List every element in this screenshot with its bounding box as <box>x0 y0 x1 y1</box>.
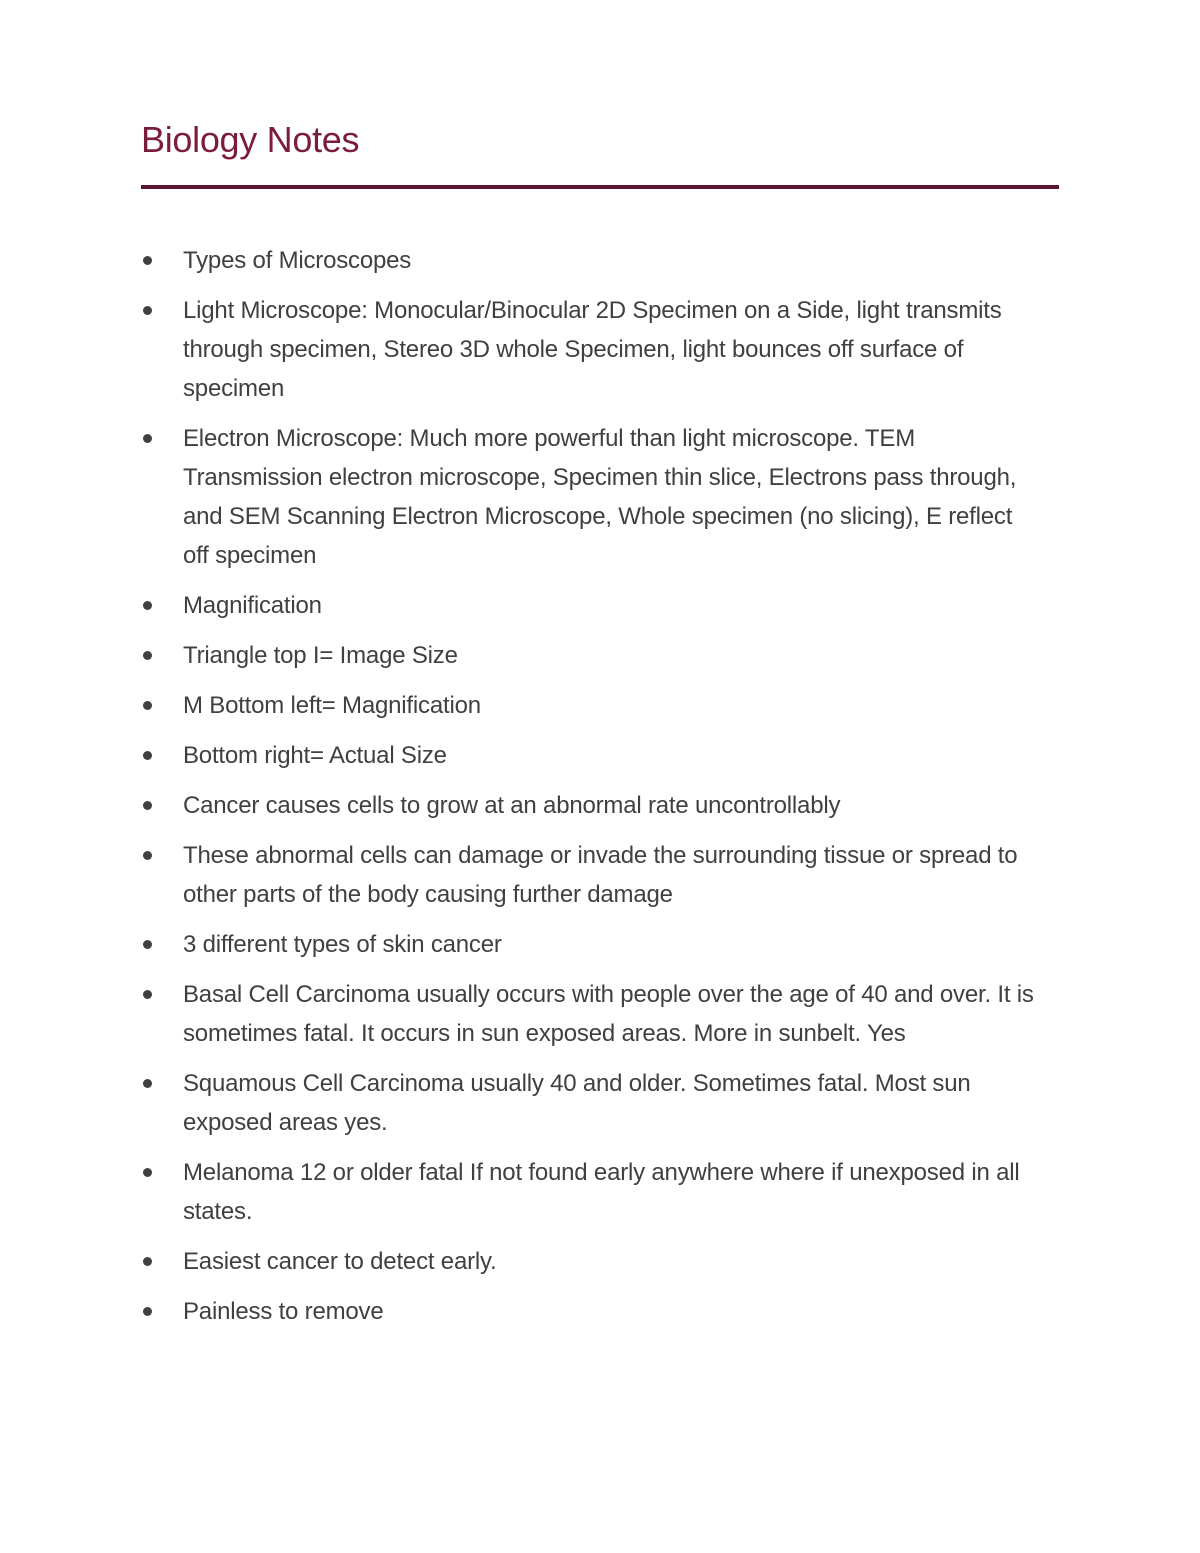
notes-list <box>141 241 1041 1342</box>
list-item <box>141 1242 1041 1281</box>
list-item <box>141 736 1041 775</box>
list-item-text: Easiest cancer to detect early. <box>183 1248 497 1275</box>
list-item <box>141 291 1041 408</box>
list-item-text: Bottom right= Actual Size <box>183 742 447 769</box>
list-item <box>141 686 1041 725</box>
list-item <box>141 975 1041 1053</box>
bullet-icon <box>143 651 152 660</box>
list-item-text: Squamous Cell Carcinoma usually 40 and older. Sometimes fatal. Most sun exposed areas yes. <box>183 1070 971 1136</box>
list-item <box>141 586 1041 625</box>
bullet-icon <box>143 1079 152 1088</box>
list-item-text: Melanoma 12 or older fatal If not found early anywhere where if unexposed in all states. <box>183 1159 1020 1225</box>
bullet-icon <box>143 990 152 999</box>
list-item-text: Basal Cell Carcinoma usually occurs with people over the age of 40 and over. It is sometimes fatal. It occurs in sun exposed areas. More in sunbelt. Yes <box>183 981 1034 1047</box>
bullet-icon <box>143 1307 152 1316</box>
list-item-text: Triangle top I= Image Size <box>183 642 458 669</box>
list-item-text: M Bottom left= Magnification <box>183 692 481 719</box>
bullet-icon <box>143 701 152 710</box>
bullet-icon <box>143 851 152 860</box>
list-item-text: Painless to remove <box>183 1298 384 1325</box>
bullet-icon <box>143 1168 152 1177</box>
list-item <box>141 636 1041 675</box>
bullet-icon <box>143 751 152 760</box>
list-item <box>141 836 1041 914</box>
page-title: Biology Notes <box>141 119 360 160</box>
list-item-text: Magnification <box>183 592 322 619</box>
bullet-icon <box>143 940 152 949</box>
bullet-icon <box>143 306 152 315</box>
list-item <box>141 419 1041 575</box>
bullet-icon <box>143 601 152 610</box>
bullet-icon <box>143 801 152 810</box>
list-item <box>141 925 1041 964</box>
list-item <box>141 1153 1041 1231</box>
bullet-icon <box>143 1257 152 1266</box>
bullet-icon <box>143 256 152 265</box>
list-item-text: Electron Microscope: Much more powerful than light microscope. TEM Transmission electron microscope, Specimen thin slice, Electrons pass through, and SEM Scanning Electron Microscope, Whole specimen (no slicing), E reflect off specimen <box>183 425 1017 569</box>
title-underline-rule <box>141 185 1059 189</box>
list-item-text: Cancer causes cells to grow at an abnormal rate uncontrollably <box>183 792 841 819</box>
list-item-text: These abnormal cells can damage or invade the surrounding tissue or spread to other parts of the body causing further damage <box>183 842 1018 908</box>
list-item-text: Types of Microscopes <box>183 247 412 274</box>
list-item <box>141 1292 1041 1331</box>
list-item-text: Light Microscope: Monocular/Binocular 2D Specimen on a Side, light transmits through specimen, Stereo 3D whole Specimen, light bounces off surface of specimen <box>183 297 1002 402</box>
bullet-icon <box>143 434 152 443</box>
list-item <box>141 786 1041 825</box>
list-item-text: 3 different types of skin cancer <box>183 931 502 958</box>
list-item <box>141 1064 1041 1142</box>
list-item <box>141 241 1041 280</box>
